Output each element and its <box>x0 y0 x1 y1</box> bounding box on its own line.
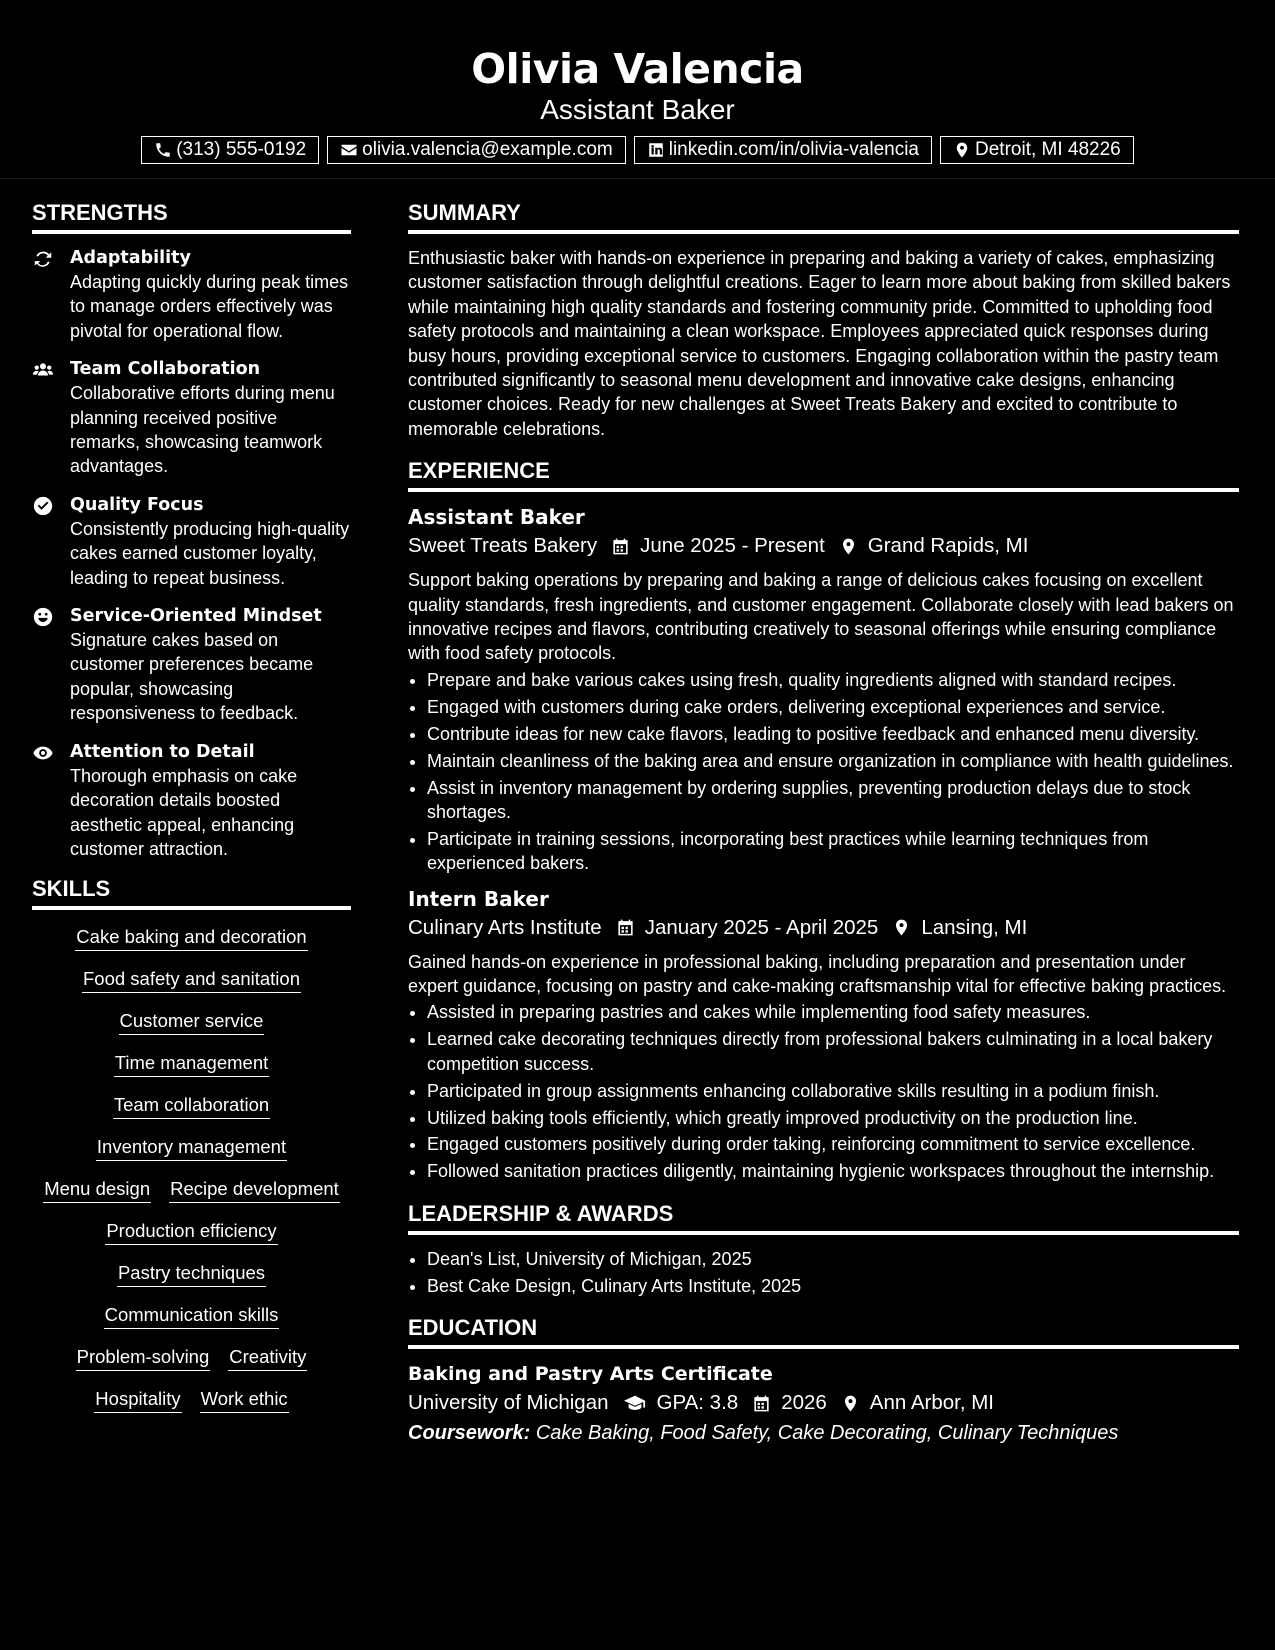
location-pin-icon <box>892 918 911 937</box>
strength-title: Adaptability <box>70 248 191 268</box>
gpa: GPA: 3.8 <box>656 1391 739 1415</box>
job-company: Culinary Arts Institute <box>408 915 602 939</box>
coursework-label: Coursework: <box>408 1422 531 1445</box>
school-name: University of Michigan <box>408 1391 609 1415</box>
strength-title: Team Collaboration <box>70 359 261 380</box>
job-title: Intern Baker <box>408 886 549 911</box>
contact-bar <box>0 136 1275 164</box>
envelope-icon <box>340 141 358 159</box>
refresh-icon <box>32 248 54 270</box>
calendar-icon <box>752 1394 771 1413</box>
contact-phone[interactable] <box>141 136 319 164</box>
strength-desc: Thorough emphasis on cake decoration details boosted aesthetic appeal, enhancing customer attraction. <box>70 765 298 859</box>
list-item: • Utilized baking tools efficiently, which greatly improved productivity on the production line. <box>427 1106 1239 1130</box>
job-description: Gained hands-on experience in professional baking, including preparation and presentation under expert guidance, focusing on pastry and cake-making craftsmanship vital for effective baking practices. <box>408 951 1227 997</box>
phone-icon <box>154 141 172 159</box>
contact-location <box>940 136 1134 164</box>
skills-list <box>32 922 351 1413</box>
strength-item <box>32 246 351 343</box>
strength-title: Quality Focus <box>70 494 204 515</box>
list-item: • Participate in training sessions, incorporating best practices while learning techniques from experienced bakers. <box>427 827 1239 876</box>
resume-header <box>0 0 1275 179</box>
calendar-icon <box>616 918 635 937</box>
strength-desc: Adapting quickly during peak times to manage orders effectively was pivotal for operational flow. <box>70 272 349 341</box>
list-item: • Dean's List, University of Michigan, 2025 <box>427 1247 1239 1271</box>
experience-heading: EXPERIENCE <box>408 457 1239 492</box>
strength-title: Attention to Detail <box>70 741 255 762</box>
skill-tag: Creativity <box>228 1344 307 1371</box>
contact-linkedin[interactable] <box>634 136 932 164</box>
calendar-icon <box>611 537 630 556</box>
list-item: • Assisted in preparing pastries and cakes while implementing food safety measures. <box>427 1000 1239 1024</box>
list-item: • Followed sanitation practices diligently, maintaining hygienic workspaces throughout the internship. <box>427 1159 1239 1183</box>
leadership-list <box>408 1247 1239 1298</box>
skill-tag: Pastry techniques <box>117 1260 266 1287</box>
contact-linkedin-text: linkedin.com/in/olivia-valencia <box>668 139 920 160</box>
right-column <box>408 199 1239 1447</box>
summary-heading: SUMMARY <box>408 199 1239 234</box>
job-title: Assistant Baker <box>408 505 585 530</box>
location-pin-icon <box>841 1394 860 1413</box>
list-item: • Best Cake Design, Culinary Arts Institute, 2025 <box>427 1274 1239 1298</box>
eye-icon <box>32 742 54 764</box>
candidate-title: Assistant Baker <box>540 94 735 125</box>
strengths-heading: STRENGTHS <box>32 199 351 234</box>
summary-text: Enthusiastic baker with hands-on experience in preparing and baking a variety of cakes, emphasizing customer satisfaction through delightful creations. Eager to learn more about baking from skilled bakers while maintaining high quality standards and fostering community pride. Committed to upholding food safety protocols and maintaining a clean workspace. Employees appreciated quick responses during busy hours, providing exceptional service to customers. Engaging collaboration within the pastry team contributed significantly to seasonal menu development and innovative cake designs, enhancing customer choices. Ready for new challenges at Sweet Treats Bakery and excited to contribute to memorable celebrations. <box>408 248 1231 439</box>
list-item: • Learned cake decorating techniques directly from professional bakers culminating in a local bakery competition success. <box>427 1027 1239 1076</box>
check-circle-icon <box>32 495 54 517</box>
contact-email-text: olivia.valencia@example.com <box>362 139 613 160</box>
strength-title: Service-Oriented Mindset <box>70 606 322 627</box>
graduation-cap-icon <box>623 1392 647 1414</box>
users-icon <box>32 359 54 381</box>
job-bullets <box>408 668 1239 876</box>
job-bullets <box>408 1000 1239 1183</box>
skill-tag: Cake baking and decoration <box>75 924 307 951</box>
list-item: • Participated in group assignments enhancing collaborative skills resulting in a podium finish. <box>427 1079 1239 1103</box>
job-location: Grand Rapids, MI <box>867 534 1029 558</box>
contact-phone-text: (313) 555-0192 <box>176 139 307 160</box>
skill-tag: Work ethic <box>200 1386 289 1413</box>
strength-item <box>32 604 351 726</box>
list-item: • Engaged customers positively during order taking, reinforcing commitment to service excellence. <box>427 1132 1239 1156</box>
strength-item <box>32 493 351 590</box>
linkedin-icon <box>647 141 665 159</box>
job-dates: January 2025 - April 2025 <box>644 915 879 939</box>
coursework-list: Cake Baking, Food Safety, Cake Decorating, Culinary Techniques <box>535 1422 1119 1445</box>
strength-desc: Signature cakes based on customer preferences became popular, showcasing responsiveness to feedback. <box>70 630 314 724</box>
job-company: Sweet Treats Bakery <box>408 534 598 558</box>
list-item: • Maintain cleanliness of the baking area and ensure organization in compliance with health guidelines. <box>427 749 1239 773</box>
strength-desc: Consistently producing high-quality cakes earned customer loyalty, leading to repeat business. <box>70 518 350 588</box>
strength-item <box>32 740 351 862</box>
location-pin-icon <box>839 537 858 556</box>
skill-tag: Time management <box>114 1050 270 1077</box>
skills-heading: SKILLS <box>32 875 351 910</box>
job-meta <box>408 914 1239 942</box>
education-heading: EDUCATION <box>408 1314 1239 1349</box>
contact-email[interactable] <box>327 136 626 164</box>
skill-tag: Hospitality <box>94 1386 181 1413</box>
smile-icon <box>32 606 54 628</box>
job-entry <box>408 504 1239 875</box>
candidate-name: Olivia Valencia <box>471 45 804 93</box>
list-item: • Contribute ideas for new cake flavors, leading to positive feedback and enhanced menu diversity. <box>427 722 1239 746</box>
skill-tag: Inventory management <box>96 1134 287 1161</box>
skill-tag: Production efficiency <box>105 1218 277 1245</box>
skill-tag: Problem-solving <box>76 1344 211 1371</box>
job-entry <box>408 886 1239 1184</box>
contact-location-text: Detroit, MI 48226 <box>975 139 1121 160</box>
graduation-year: 2026 <box>781 1391 827 1415</box>
coursework <box>408 1419 1239 1447</box>
leadership-heading: LEADERSHIP & AWARDS <box>408 1200 1239 1235</box>
list-item: • Engaged with customers during cake orders, delivering exceptional experiences and service. <box>427 695 1239 719</box>
job-dates: June 2025 - Present <box>640 534 825 558</box>
education-meta <box>408 1389 1239 1417</box>
skill-tag: Recipe development <box>169 1176 340 1203</box>
school-location: Ann Arbor, MI <box>869 1391 994 1415</box>
skill-tag: Menu design <box>43 1176 151 1203</box>
list-item: • Assist in inventory management by ordering supplies, preventing production delays due to stock shortages. <box>427 776 1239 825</box>
list-item: • Prepare and bake various cakes using fresh, quality ingredients aligned with standard recipes. <box>427 668 1239 692</box>
location-pin-icon <box>953 141 971 159</box>
degree-title: Baking and Pastry Arts Certificate <box>408 1363 773 1386</box>
left-column <box>32 199 351 1413</box>
strength-desc: Collaborative efforts during menu planning received positive remarks, showcasing teamwork advantages. <box>70 383 335 477</box>
skill-tag: Team collaboration <box>113 1092 270 1119</box>
strength-item <box>32 357 351 479</box>
skill-tag: Food safety and sanitation <box>82 966 301 993</box>
job-meta <box>408 532 1239 560</box>
skill-tag: Communication skills <box>104 1302 280 1329</box>
job-description: Support baking operations by preparing and baking a range of delicious cakes focusing on excellent quality standards, fresh ingredients, and customer engagement. Collaborate closely with lead bakers on innovative recipes and flavors, contributing creatively to seasonal offerings while ensuring compliance with food safety protocols. <box>408 570 1234 664</box>
job-location: Lansing, MI <box>921 915 1028 939</box>
skill-tag: Customer service <box>119 1008 265 1035</box>
